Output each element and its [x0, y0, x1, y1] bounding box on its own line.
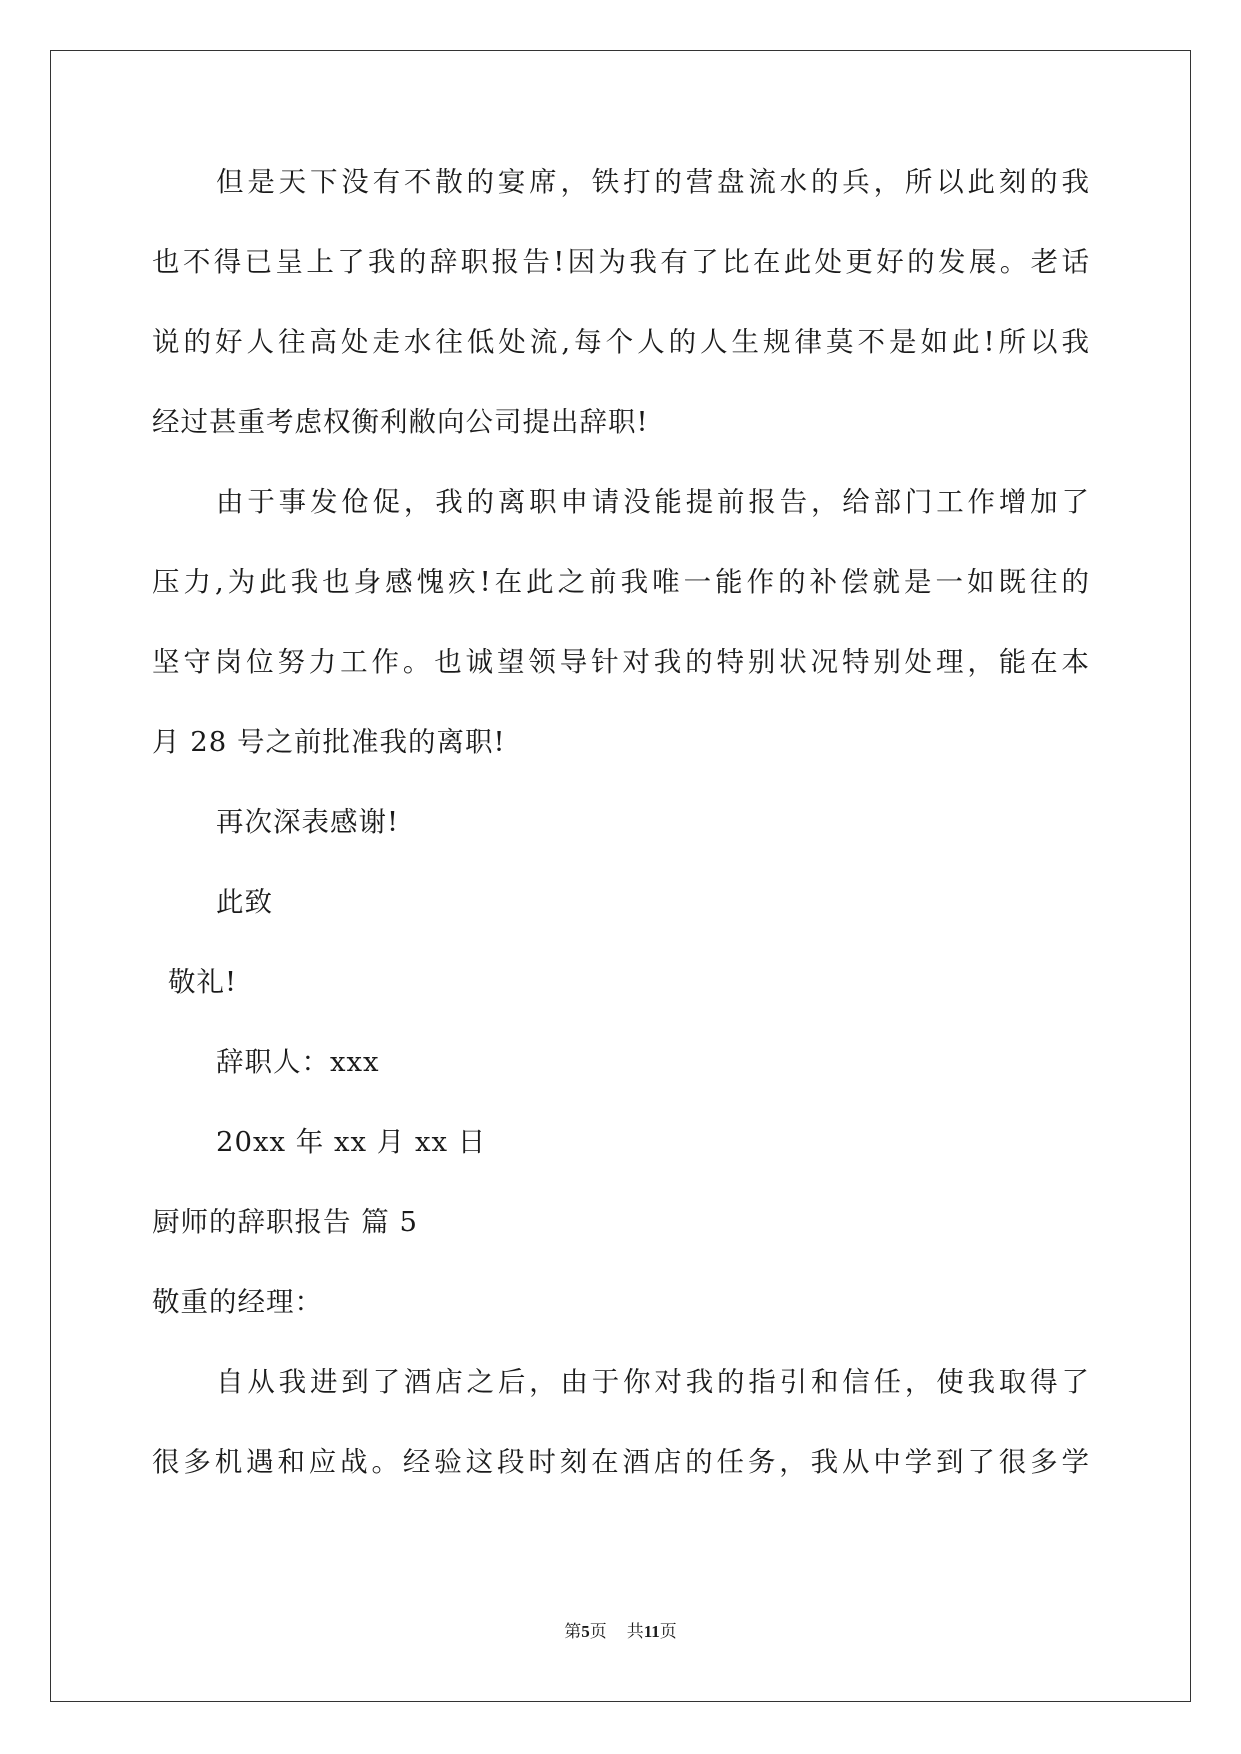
document-body: [152, 166, 1090, 1526]
closing-line: 此致: [216, 886, 273, 918]
paragraph-line: 经过甚重考虑权衡利敝向公司提出辞职!: [152, 406, 649, 438]
paragraph-line: 月 28 号之前批准我的离职!: [152, 726, 506, 758]
section-heading: 厨师的辞职报告 篇 5: [152, 1206, 418, 1238]
paragraph-line: 压力,为此我也身感愧疚!在此之前我唯一能作的补偿就是一如既往的: [152, 566, 1090, 598]
total-suffix: 页: [659, 1622, 677, 1642]
greeting-line: 敬重的经理：: [152, 1286, 323, 1318]
paragraph-line: 也不得已呈上了我的辞职报告!因为我有了比在此处更好的发展。老话: [152, 246, 1090, 278]
page-number: 5: [581, 1622, 590, 1641]
signer-line: 辞职人：xxx: [216, 1046, 380, 1078]
page-footer: [0, 1617, 1241, 1642]
thanks-line: 再次深表感谢!: [216, 806, 400, 838]
page-prefix: 第: [564, 1622, 582, 1642]
salutation-line: 敬礼!: [168, 966, 238, 998]
paragraph-line: 很多机遇和应战。经验这段时刻在酒店的任务，我从中学到了很多学: [152, 1446, 1090, 1478]
date-line: 20xx 年 xx 月 xx 日: [216, 1126, 487, 1158]
total-pages: 11: [643, 1622, 660, 1641]
paragraph-line: 说的好人往高处走水往低处流,每个人的人生规律莫不是如此!所以我: [152, 326, 1090, 358]
paragraph-line: 自从我进到了酒店之后，由于你对我的指引和信任，使我取得了: [216, 1366, 1090, 1398]
page-suffix: 页: [589, 1622, 607, 1642]
paragraph-line: 坚守岗位努力工作。也诚望领导针对我的特别状况特别处理，能在本: [152, 646, 1090, 678]
paragraph-line: 但是天下没有不散的宴席，铁打的营盘流水的兵，所以此刻的我: [216, 166, 1090, 198]
paragraph-line: 由于事发伧促，我的离职申请没能提前报告，给部门工作增加了: [216, 486, 1090, 518]
total-prefix: 共: [626, 1622, 644, 1642]
